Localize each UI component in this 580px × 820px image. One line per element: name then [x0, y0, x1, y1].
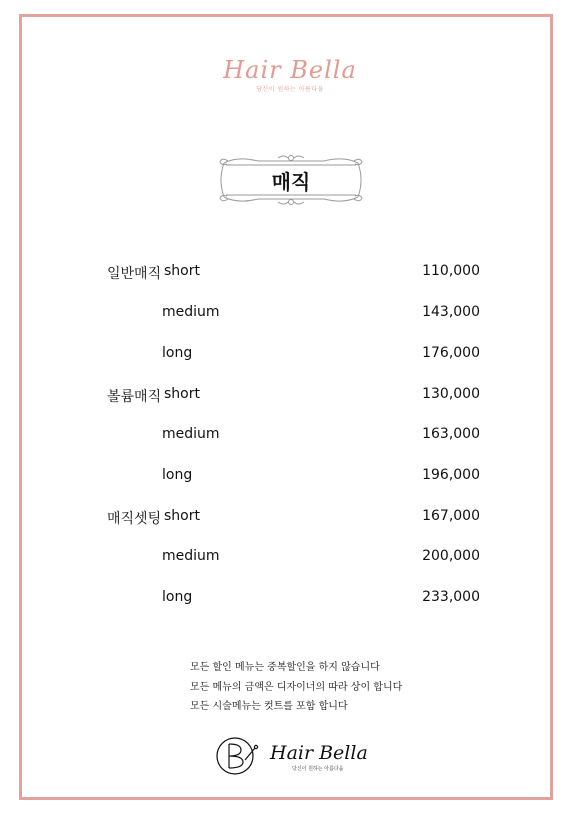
- menu-price: 233,000: [422, 589, 480, 605]
- menu-row: [0, 467, 580, 487]
- menu-size: long: [162, 589, 193, 605]
- menu-price: 196,000: [422, 467, 480, 483]
- menu-row: [0, 548, 580, 568]
- menu-price: 130,000: [422, 386, 480, 402]
- menu-size: long: [162, 345, 193, 361]
- menu-row: [0, 589, 580, 609]
- menu-category: 볼륨매직: [107, 389, 162, 405]
- menu-price: 163,000: [422, 426, 480, 442]
- menu-price: 200,000: [422, 548, 480, 564]
- menu-row: [0, 304, 580, 324]
- menu-row: [0, 426, 580, 446]
- note-line: 모든 메뉴의 금액은 디자이너의 따라 상이 합니다: [190, 681, 403, 693]
- menu-category: 매직셋팅: [107, 511, 162, 527]
- menu-price: 167,000: [422, 508, 480, 524]
- menu-size: medium: [162, 548, 220, 564]
- menu-price: 176,000: [422, 345, 480, 361]
- menu-size: long: [162, 467, 193, 483]
- menu-size: medium: [162, 304, 220, 320]
- notes-block: [190, 658, 402, 717]
- menu-price: 143,000: [422, 304, 480, 320]
- brand-name: Hair Bella: [223, 56, 357, 84]
- page-title: 매직: [271, 170, 311, 194]
- header-logo: [0, 56, 580, 93]
- footer-tagline: 당신이 원하는 아름다움: [292, 766, 344, 772]
- brand-tagline: 당신이 원하는 아름다움: [256, 86, 324, 93]
- menu-size: short: [164, 263, 200, 279]
- menu-row: [0, 263, 580, 283]
- menu-size: short: [164, 508, 200, 524]
- footer-brand-name: Hair Bella: [270, 742, 368, 764]
- menu-category: 일반매직: [107, 266, 162, 282]
- note-line: 모든 시술메뉴는 컷트를 포함 합니다: [190, 701, 348, 712]
- menu-price: 110,000: [422, 263, 480, 279]
- note-line: 모든 할인 메뉴는 중복할인을 하지 않습니다: [190, 662, 380, 673]
- menu-row: [0, 386, 580, 406]
- menu-row: [0, 508, 580, 528]
- menu-size: medium: [162, 426, 220, 442]
- menu-row: [0, 345, 580, 365]
- menu-size: short: [164, 386, 200, 402]
